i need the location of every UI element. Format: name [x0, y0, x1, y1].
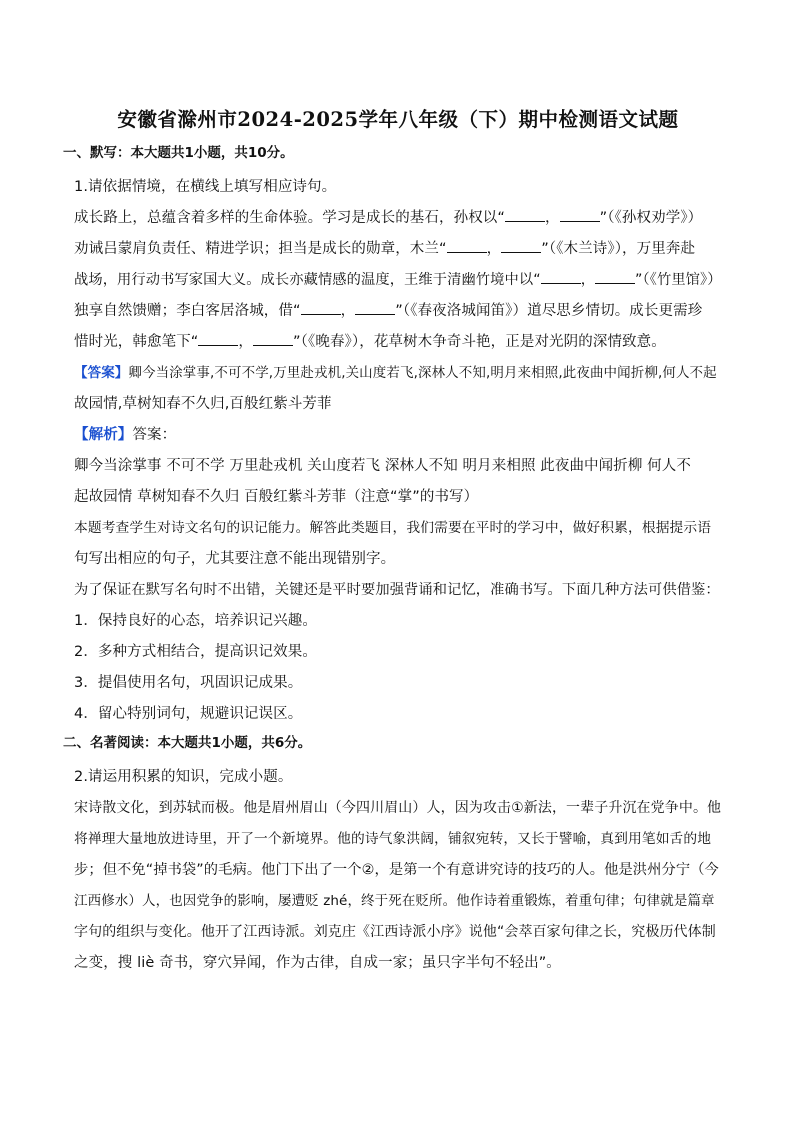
analysis-line: 句写出相应的句子，尤其要注意不能出现错别字。 [74, 551, 396, 567]
answer-line: 故园情,草树知春不久归,百般红紫斗芳菲 [74, 396, 332, 412]
analysis-line: 4．留心特别词句，规避识记误区。 [74, 706, 303, 722]
question-2-prompt: 2.请运用积累的知识，完成小题。 [74, 769, 293, 785]
passage-line: 惜时光，韩愈笔下“ ， ”（《晚春》），花草树木争奇斗艳，正是对光阴的深情致意。 [74, 327, 722, 358]
answer-blank[interactable] [541, 269, 581, 284]
analysis-line: 卿今当涂掌事 不可不学 万里赴戎机 关山度若飞 深林人不知 明月来相照 此夜曲中闻折柳 何人不 [74, 458, 691, 474]
reading-line: 字句的组织与变化。他开了江西诗派。刘克庄《江西诗派小序》说他“会萃百家句律之长，究极历代体制 [74, 924, 716, 940]
answer-blank[interactable] [505, 207, 545, 222]
analysis-line: 3．提倡使用名句，巩固识记成果。 [74, 675, 303, 691]
analysis-tag: 【解析】 [74, 427, 133, 443]
section-heading-1: 一、默写：本大题共1小题，共10分。 [63, 145, 294, 161]
passage-line: 成长路上，总蕴含着多样的生命体验。学习是成长的基石，孙权以“ ， ”（《孙权劝学》） [74, 203, 722, 234]
passage-line: 劝诫吕蒙肩负责任、精进学识；担当是成长的勋章，木兰“ ， ”（《木兰诗》），万里奔赴 [74, 234, 722, 265]
answer-tag: 【答案】 [74, 365, 129, 381]
answer-blank[interactable] [355, 300, 395, 315]
analysis-line: 1．保持良好的心态，培养识记兴趣。 [74, 613, 317, 629]
analysis-line: 2．多种方式相结合，提高识记效果。 [74, 644, 317, 660]
reading-line: 江西修水）人，也因党争的影响，屡遭贬 zhé，终于死在贬所。他作诗着重锻炼，着重句律；句律就是篇章 [74, 893, 715, 909]
page-title: 安徽省滁州市2024-2025学年八年级（下）期中检测语文试题 [117, 108, 679, 131]
reading-line: 将禅理大量地放进诗里，开了一个新境界。他的诗气象洪阔，铺叙宛转，又长于譬喻，真到用笔如舌的地 [74, 831, 712, 847]
reading-line: 步；但不免“掉书袋”的毛病。他门下出了一个②，是第一个有意讲究诗的技巧的人。他是洪州分宁（今 [74, 862, 719, 878]
answer-blank[interactable] [560, 207, 600, 222]
answer-blank[interactable] [447, 238, 487, 253]
reading-line: 之变，搜 liè 奇书，穿穴异闻，作为古律，自成一家；虽只字半句不轻出”。 [74, 955, 561, 971]
passage-line: 战场，用行动书写家国大义。成长亦藏情感的温度，王维于清幽竹境中以“ ， ”（《竹里馆》） [74, 265, 722, 296]
answer-blank[interactable] [501, 238, 541, 253]
question-1-prompt: 1.请依据情境，在横线上填写相应诗句。 [74, 179, 337, 195]
answer-line: 【答案】卿今当涂掌事,不可不学,万里赴戎机,关山度若飞,深林人不知,明月来相照,此夜曲中闻折柳,何人不起 [74, 365, 717, 381]
answer-blank[interactable] [253, 331, 293, 346]
passage-line: 独享自然馈赠；李白客居洛城，借“ ， ”（《春夜洛城闻笛》）道尽思乡情切。成长更需珍 [74, 296, 722, 327]
answer-blank[interactable] [595, 269, 635, 284]
section-heading-2: 二、名著阅读：本大题共1小题，共6分。 [63, 735, 312, 751]
analysis-line: 本题考查学生对诗文名句的识记能力。解答此类题目，我们需要在平时的学习中，做好积累，根据提示语 [74, 520, 712, 536]
analysis-line: 起故园情 草树知春不久归 百般红紫斗芳菲（注意“掌”的书写） [74, 489, 479, 505]
answer-blank[interactable] [198, 331, 238, 346]
analysis-line: 【解析】答案： [74, 427, 177, 443]
answer-blank[interactable] [301, 300, 341, 315]
analysis-line: 为了保证在默写名句时不出错，关键还是平时要加强背诵和记忆，准确书写。下面几种方法可供借鉴： [74, 582, 720, 598]
reading-line: 宋诗散文化，到苏轼而极。他是眉州眉山（今四川眉山）人，因为攻击①新法，一辈子升沉在党争中。他 [74, 800, 722, 816]
